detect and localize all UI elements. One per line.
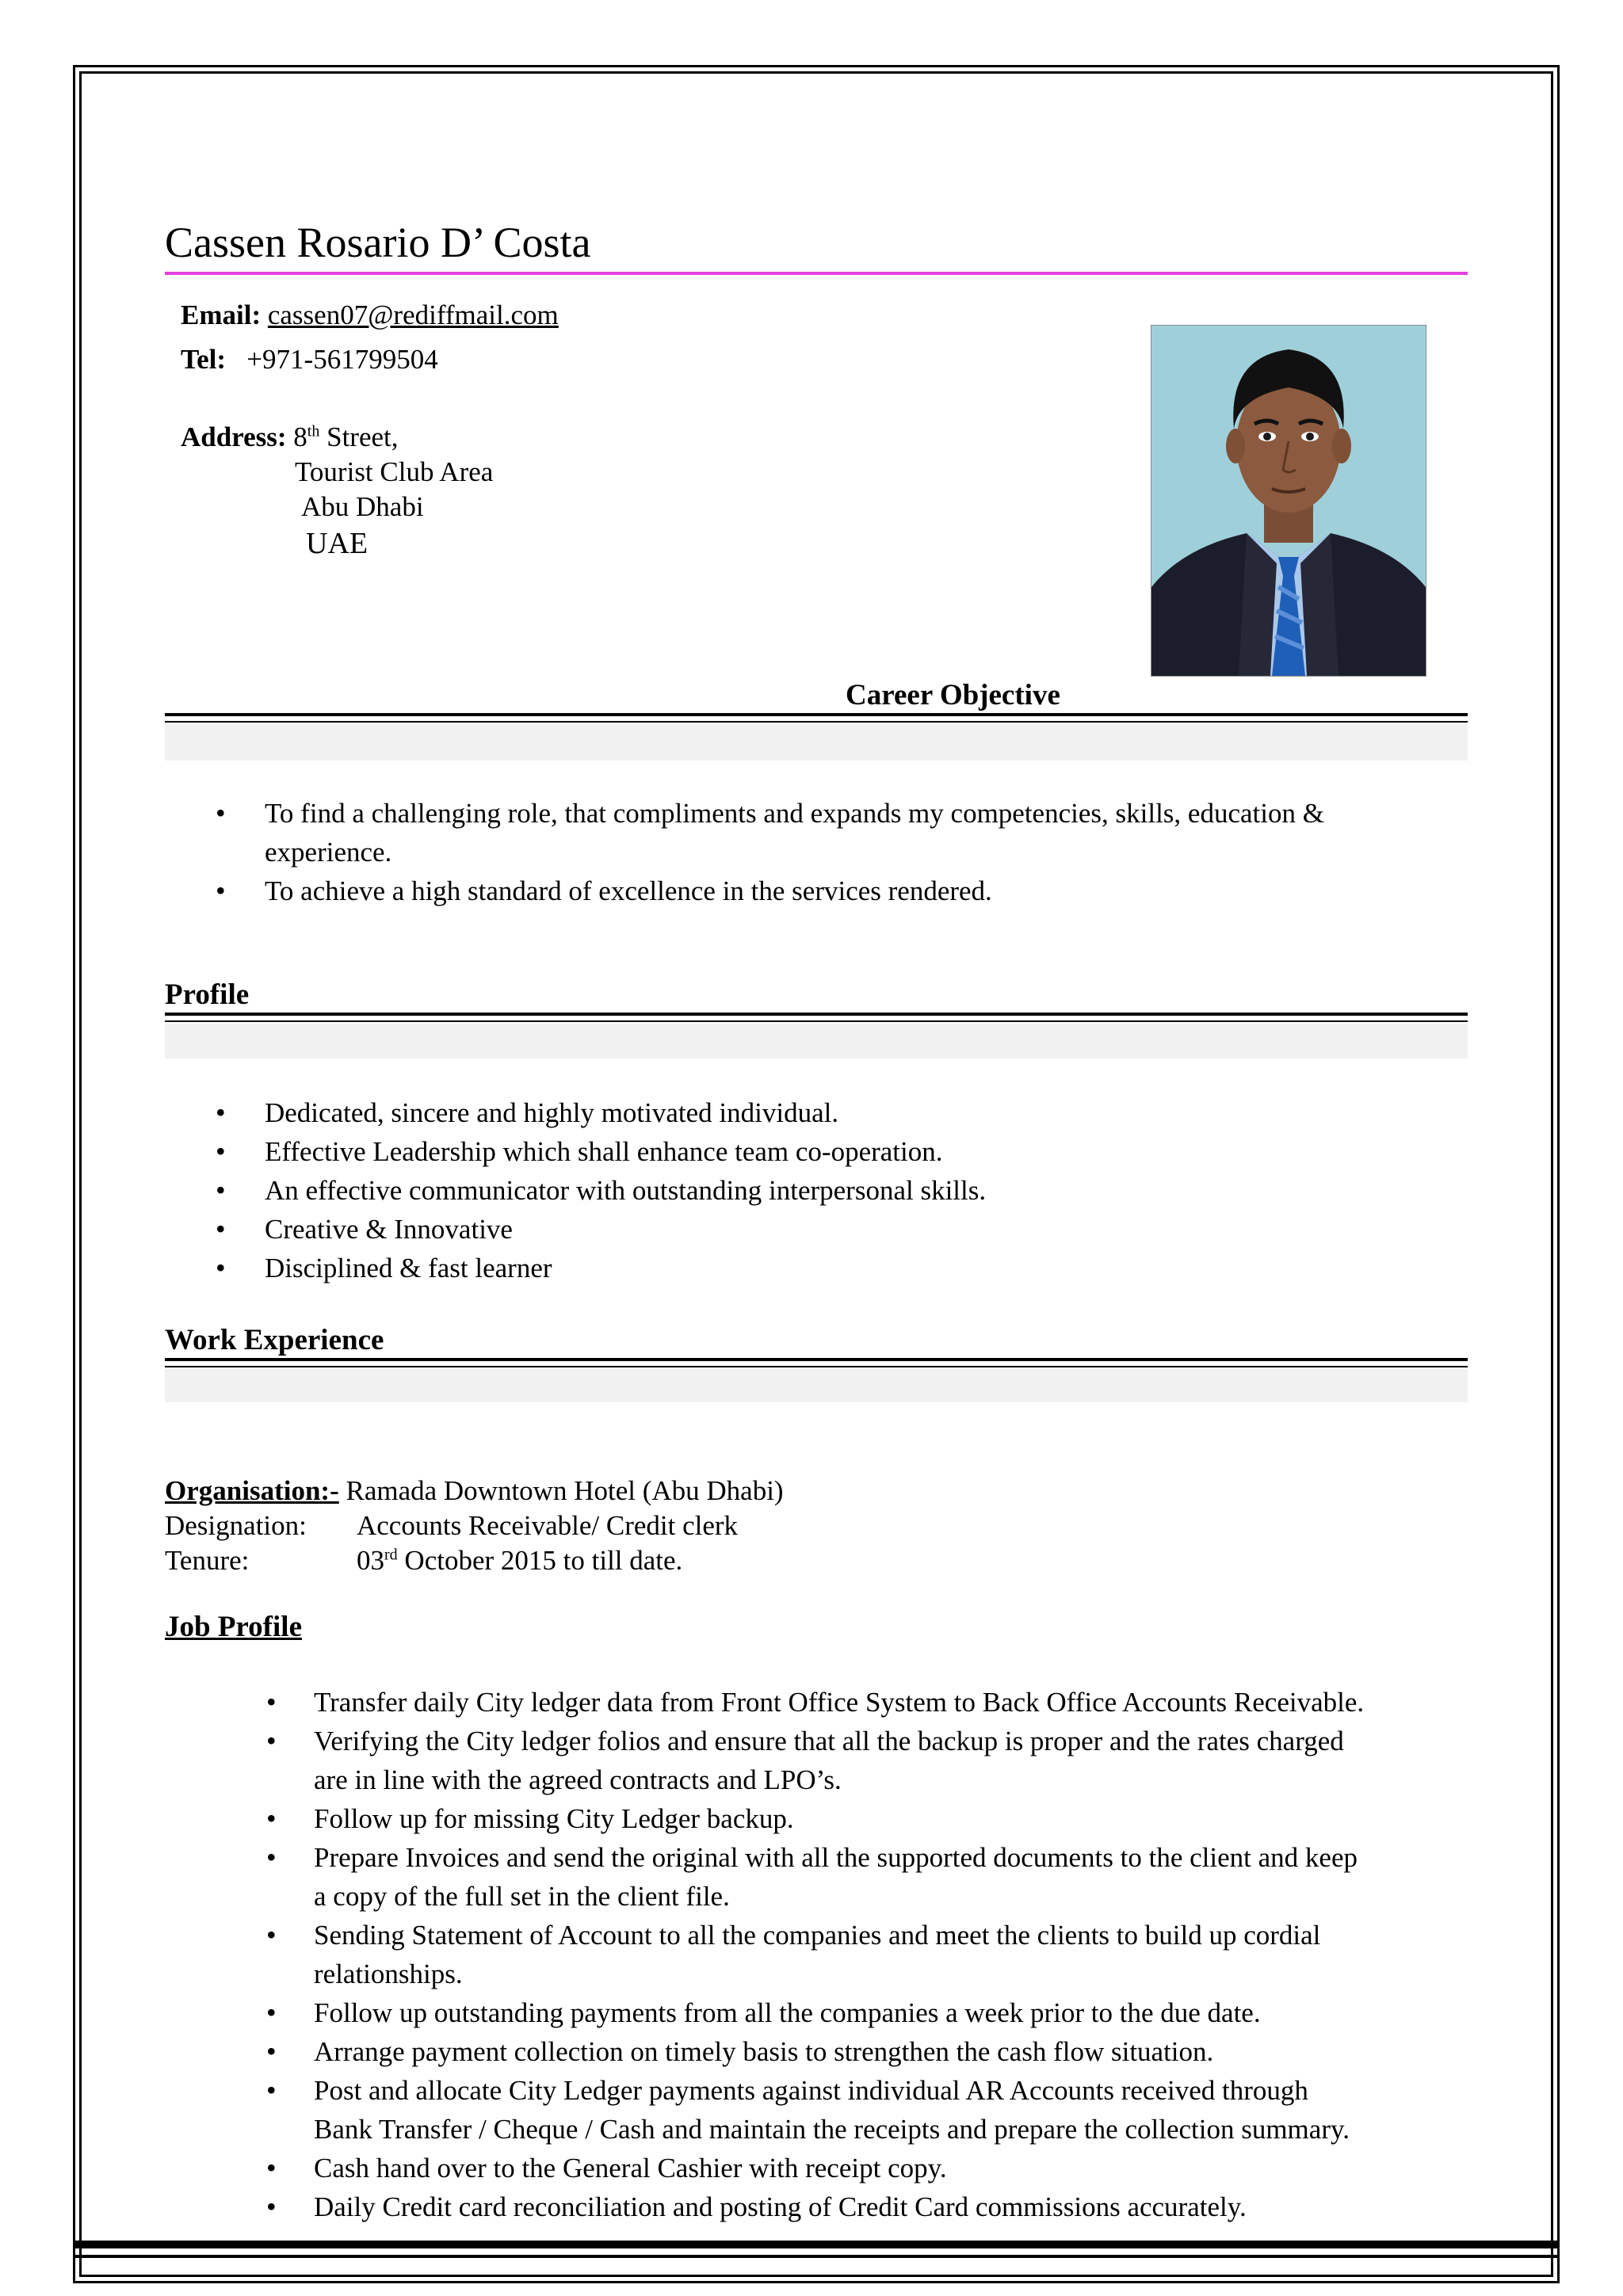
designation-row	[0, 1510, 951, 1547]
address-label: Address:	[181, 421, 287, 452]
list-item: • Daily Credit card reconciliation and posting of Credit Card commissions accurately.	[314, 2187, 1479, 2226]
profile-title: Profile	[165, 978, 250, 1011]
tenure-row	[0, 1545, 951, 1581]
work-experience-title: Work Experience	[165, 1324, 384, 1356]
list-item: • Creative & Innovative	[265, 1210, 986, 1249]
list-item: • Arrange payment collection on timely basis to strengthen the cash flow situation.	[314, 2032, 1479, 2071]
tel-row	[181, 344, 438, 376]
list-item: • Disciplined & fast learner	[265, 1249, 986, 1287]
list-item: • Follow up for missing City Ledger backup.	[314, 1799, 1479, 1838]
list-item-continued: experience.	[265, 837, 392, 868]
address-line-2: Tourist Club Area	[295, 456, 494, 487]
list-item: • Prepare Invoices and send the original with all the supported documents to the client and keep	[314, 1838, 1479, 1877]
list-item-continued: are in line with the agreed contracts and LPO’s.	[314, 1764, 842, 1795]
list-item: • To achieve a high standard of excellence in the services rendered.	[265, 871, 1461, 910]
address-line-1: 8th Street,	[293, 421, 399, 452]
bottom-rule-thick	[73, 2241, 1560, 2248]
list-item: • Transfer daily City ledger data from Front Office System to Back Office Accounts Receivable.	[314, 1683, 1479, 1722]
address-row	[181, 421, 399, 453]
name-underline	[165, 272, 1468, 275]
career-objective-shade	[165, 724, 1468, 761]
profile-rule	[165, 1013, 1468, 1022]
bottom-rule-thin	[73, 2255, 1560, 2258]
job-profile-list	[314, 1683, 1479, 2226]
list-item: • Post and allocate City Ledger payments against individual AR Accounts received through	[314, 2071, 1479, 2110]
profile-list	[265, 1093, 986, 1287]
profile-shade	[165, 1024, 1468, 1058]
list-item: • Follow up outstanding payments from all the companies a week prior to the due date.	[314, 1993, 1479, 2032]
organisation-row	[165, 1475, 784, 1507]
tel-value: +971-561799504	[246, 344, 438, 375]
email-label: Email:	[181, 299, 262, 330]
organisation-label: Organisation:-	[165, 1475, 339, 1506]
portrait-illustration	[1151, 326, 1426, 676]
profile-photo	[1151, 325, 1426, 677]
list-item: • Verifying the City ledger folios and ensure that all the backup is proper and the rates charged	[314, 1722, 1479, 1760]
address-line-3: Abu Dhabi	[301, 491, 424, 522]
list-item-continued: Bank Transfer / Cheque / Cash and maintain the receipts and prepare the collection summary.	[314, 2114, 1350, 2145]
tel-label: Tel:	[181, 344, 227, 375]
work-experience-shade	[165, 1369, 1468, 1402]
list-item: • Effective Leadership which shall enhance team co-operation.	[265, 1132, 986, 1171]
email-link[interactable]: cassen07@rediffmail.com	[267, 299, 559, 330]
list-item: • Cash hand over to the General Cashier with receipt copy.	[314, 2149, 1479, 2187]
career-objective-title: Career Objective	[846, 679, 1060, 711]
work-experience-rule	[165, 1358, 1468, 1367]
list-item: • An effective communicator with outstanding interpersonal skills.	[265, 1171, 986, 1210]
list-item: • Sending Statement of Account to all the companies and meet the clients to build up cordial	[314, 1916, 1479, 1955]
list-item: • To find a challenging role, that compliments and expands my competencies, skills, education &	[265, 794, 1461, 833]
career-objective-rule	[165, 713, 1468, 723]
list-item: • Dedicated, sincere and highly motivated individual.	[265, 1093, 986, 1132]
email-row	[181, 299, 559, 331]
job-profile-title: Job Profile	[165, 1611, 302, 1643]
list-item-continued: a copy of the full set in the client file.	[314, 1881, 730, 1912]
list-item-continued: relationships.	[314, 1958, 463, 1989]
tenure-label: Tenure:	[165, 1545, 250, 1576]
organisation-value: Ramada Downtown Hotel (Abu Dhabi)	[338, 1475, 784, 1506]
designation-label: Designation:	[165, 1510, 307, 1541]
address-line-4: UAE	[306, 527, 369, 560]
career-objective-list	[265, 794, 1461, 910]
designation-value: Accounts Receivable/ Credit clerk	[357, 1510, 739, 1541]
candidate-name: Cassen Rosario D’ Costa	[165, 219, 591, 266]
tenure-value: 03rd October 2015 to till date.	[357, 1545, 683, 1576]
